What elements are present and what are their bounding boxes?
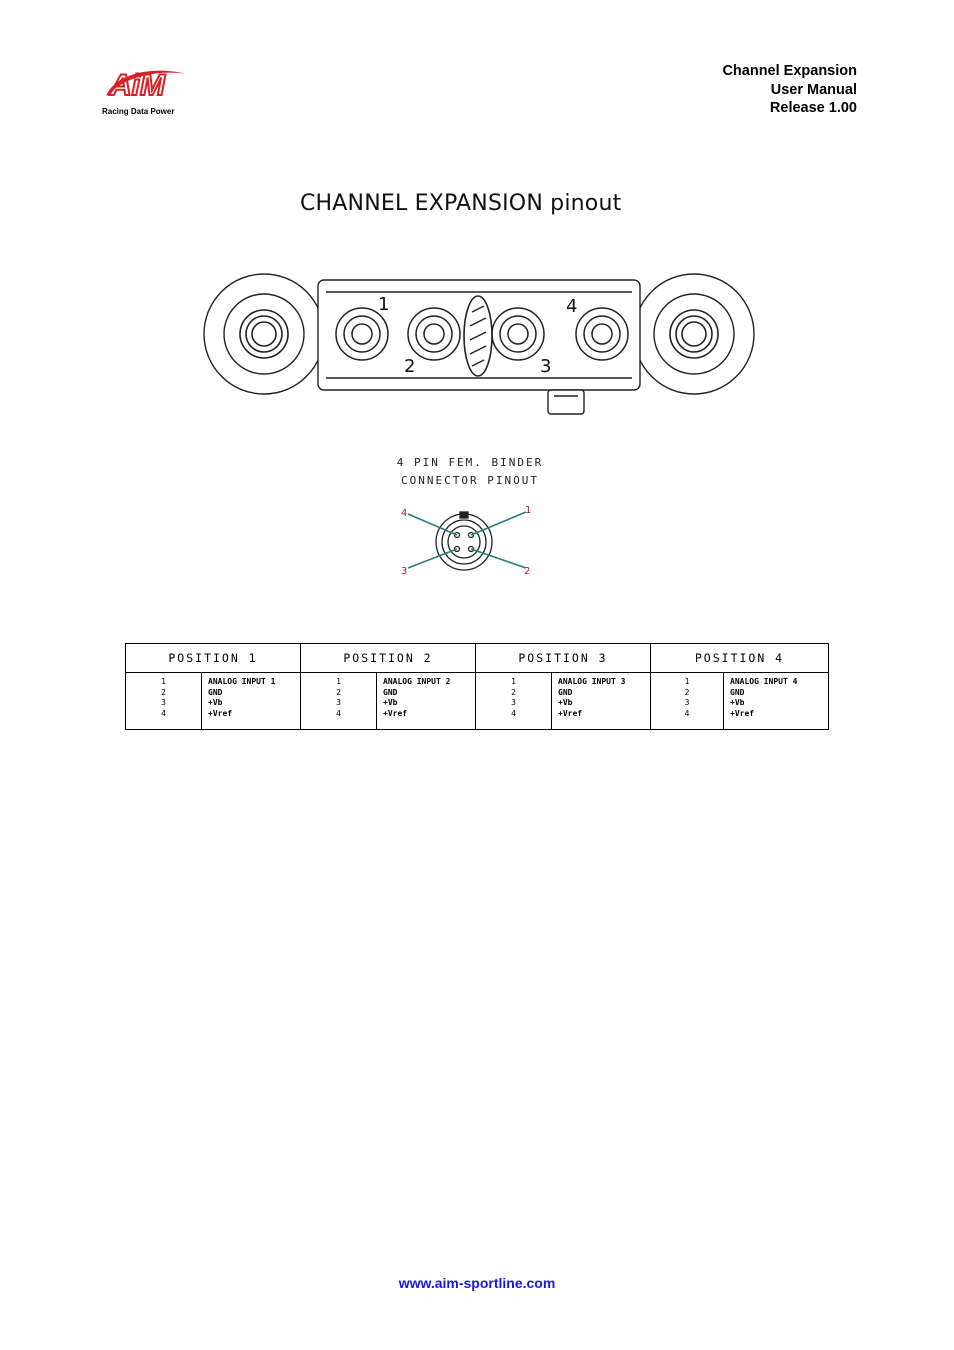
pin-signal: ANALOG INPUT 2 <box>383 677 451 686</box>
connector-pin-label-1: 1 <box>525 505 532 516</box>
table-header-position-1: POSITION 1 <box>126 644 301 673</box>
pin-numbers-position-4 <box>651 673 724 730</box>
pin-numbers-position-3 <box>476 673 552 730</box>
pin-signal: GND <box>208 687 223 697</box>
position-label-3: 3 <box>540 356 552 377</box>
table-header-position-4: POSITION 4 <box>651 644 829 673</box>
pin-signals-position-3 <box>552 673 651 730</box>
pin-numbers-position-1 <box>126 673 202 730</box>
connector-pin-label-3: 3 <box>401 566 408 577</box>
table-header-row <box>126 644 829 673</box>
pin-number: 4 <box>161 708 166 718</box>
binder-connector-diagram <box>398 500 538 587</box>
logo-wordmark: AiM <box>110 69 165 102</box>
page-title: CHANNEL EXPANSION pinout <box>300 191 622 216</box>
device-diagram <box>198 262 760 427</box>
connector-pin-label-2: 2 <box>524 566 531 577</box>
pin-number: 4 <box>336 708 341 718</box>
pin-signals-position-1 <box>202 673 301 730</box>
pin-number: 2 <box>161 687 166 697</box>
connector-caption-line-2: CONNECTOR PINOUT <box>401 474 539 487</box>
pin-signal: +Vb <box>558 698 573 707</box>
pin-signal: ANALOG INPUT 1 <box>208 677 276 686</box>
pin-signal: GND <box>558 687 573 697</box>
pin-numbers-position-2 <box>301 673 377 730</box>
pin-number: 1 <box>161 677 166 686</box>
pin-number: 3 <box>511 698 516 707</box>
header-line-product: Channel Expansion <box>722 63 857 79</box>
table-header-position-2: POSITION 2 <box>301 644 476 673</box>
position-label-4: 4 <box>566 296 578 317</box>
pin-number: 2 <box>684 687 690 697</box>
pin-number: 2 <box>511 687 516 697</box>
pin-signal: ANALOG INPUT 3 <box>558 677 626 686</box>
header-line-doc-type: User Manual <box>770 81 857 98</box>
pin-number: 3 <box>336 698 341 707</box>
pin-signal: +Vb <box>383 698 398 707</box>
pin-number: 1 <box>511 677 516 686</box>
pin-number: 1 <box>684 677 690 686</box>
pin-signals-position-2 <box>377 673 476 730</box>
footer-url-link[interactable]: www.aim-sportline.com <box>398 1275 556 1291</box>
pin-number: 3 <box>684 698 690 707</box>
connector-caption <box>380 454 560 490</box>
table-header-position-3: POSITION 3 <box>476 644 651 673</box>
position-label-2: 2 <box>404 356 416 377</box>
document-header <box>722 62 857 118</box>
connector-pin-label-4: 4 <box>401 508 408 519</box>
pin-number: 1 <box>336 677 341 686</box>
pin-number: 3 <box>161 698 166 707</box>
position-label-1: 1 <box>378 294 390 315</box>
pin-number: 4 <box>684 708 690 718</box>
connector-caption-line-1: 4 PIN FEM. BINDER <box>396 456 544 469</box>
pin-signal: GND <box>383 687 398 697</box>
pin-signal: +Vref <box>558 708 583 718</box>
table-row <box>126 673 829 730</box>
pin-signal: +Vref <box>383 708 408 718</box>
pin-signal: +Vref <box>730 708 755 718</box>
header-line-release: Release 1.00 <box>769 100 857 116</box>
logo-tagline: Racing Data Power <box>102 107 175 116</box>
pin-signal: +Vb <box>208 698 223 707</box>
pinout-table <box>125 643 829 730</box>
pin-signal: +Vref <box>208 708 233 718</box>
pin-number: 4 <box>511 708 516 718</box>
pin-signal: ANALOG INPUT 4 <box>730 677 798 686</box>
pin-signal: GND <box>730 687 745 697</box>
pin-number: 2 <box>336 687 341 697</box>
pin-signals-position-4 <box>724 673 829 730</box>
pin-signal: +Vb <box>730 698 745 707</box>
